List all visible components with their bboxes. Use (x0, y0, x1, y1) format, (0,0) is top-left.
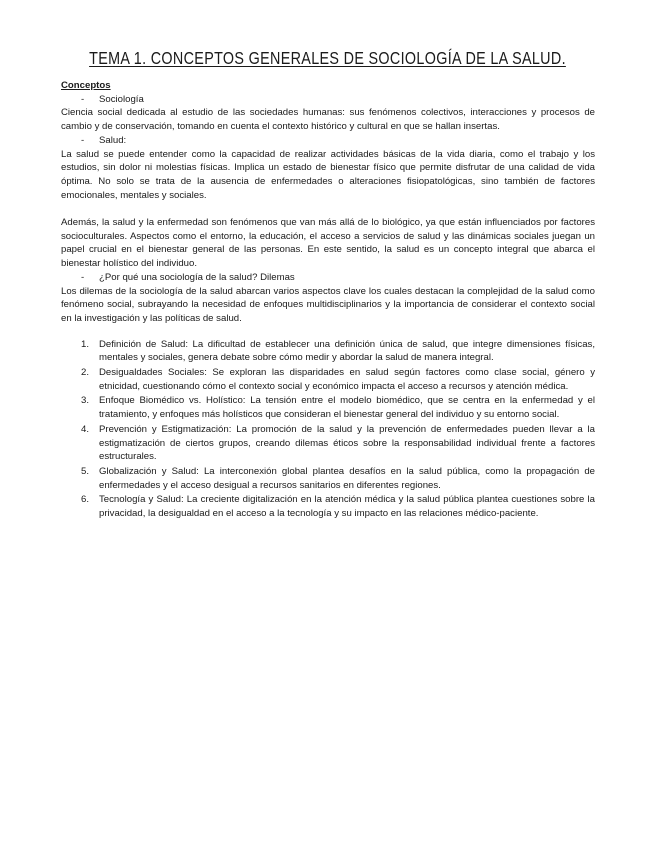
dilemas-list (61, 338, 595, 521)
bullet-salud: - Salud: (61, 134, 595, 148)
bullet-sociologia: - Sociología (61, 93, 595, 107)
list-item (61, 394, 595, 421)
paragraph-salud: La salud se puede entender como la capacidad de realizar actividades básicas de la vida diaria, como el trabajo y los estudios, sin dolor ni molestias físicas. Implica un estado de bienestar físico que permite disfrutar de una calidad de vida óptima. No solo se trata de la ausencia de enfermedades o alteraciones fisiopatológicas, sino también de factores emocionales, mentales y sociales. (61, 148, 595, 201)
list-number: 2. (81, 367, 90, 379)
paragraph-sociologia: Ciencia social dedicada al estudio de las sociedades humanas: sus fenómenos colectivos, interacciones y procesos de cambio y de conservación, tomando en cuenta el contexto histórico y cultural en que se hallan insertas. (61, 107, 595, 133)
list-item (61, 366, 595, 393)
list-number: 4. (81, 423, 90, 435)
document-body (61, 79, 595, 522)
paragraph-salud-social: Además, la salud y la enfermedad son fenómenos que van más allá de lo biológico, ya que están influenciados por factores socioculturales. Aspectos como el entorno, la educación, el acceso a servicios de salud y las dinámicas sociales juegan un papel crucial en el bienestar general de las personas. En este sentido, la salud es un concepto integral que abarca el bienestar holístico del individuo. (61, 217, 595, 270)
list-text: Prevención y Estigmatización: La promoción de la salud y la prevención de enfermedades pueden llevar a la estigmatización de ciertos grupos, creando dilemas éticos sobre la responsabilidad individual frente a factores estructurales. (99, 423, 595, 463)
list-item (61, 423, 595, 464)
bullet-dilemas: - ¿Por qué una sociología de la salud? Dilemas (61, 271, 595, 285)
list-text: Enfoque Biomédico vs. Holístico: La tensión entre el modelo biomédico, que se centra en la enfermedad y el tratamiento, y enfoques más holísticos que consideran el bienestar general del individuo y su entorno social. (99, 395, 595, 421)
list-number: 3. (81, 395, 90, 407)
list-text: Definición de Salud: La dificultad de establecer una definición única de salud, que integre dimensiones físicas, mentales y sociales, genera debate sobre cómo medir y abordar la salud de manera integral. (99, 338, 595, 364)
list-text: Globalización y Salud: La interconexión global plantea desafíos en la salud pública, como la propagación de enfermedades y el acceso desigual a recursos sanitarios en diferentes regiones. (99, 465, 595, 491)
list-text: Tecnología y Salud: La creciente digitalización en la atención médica y la salud pública plantea cuestiones sobre la privacidad, la desigualdad en el acceso a la tecnología y su impacto en las relaciones médico-paciente. (99, 494, 595, 520)
list-item (61, 465, 595, 492)
section-heading: Conceptos (61, 80, 111, 91)
spacer (61, 202, 595, 216)
list-item (61, 493, 595, 520)
paragraph-dilemas: Los dilemas de la sociología de la salud abarcan varios aspectos clave los cuales destacan la complejidad de la salud como fenómeno social, subrayando la necesidad de enfoques multidisciplinarios y la importancia de considerar el contexto social en la investigación y las políticas de salud. (61, 285, 595, 324)
list-text: Desigualdades Sociales: Se exploran las disparidades en salud según factores como clase social, género y etnicidad, cuestionando cómo el contexto social y económico impacta el acceso a recursos y atención médica. (99, 367, 595, 392)
list-number: 1. (81, 338, 90, 350)
page-title: TEMA 1. CONCEPTOS GENERALES DE SOCIOLOGÍA DE LA SALUD. (89, 48, 566, 68)
list-number: 5. (81, 465, 90, 477)
list-number: 6. (81, 494, 90, 506)
list-item (61, 338, 595, 365)
